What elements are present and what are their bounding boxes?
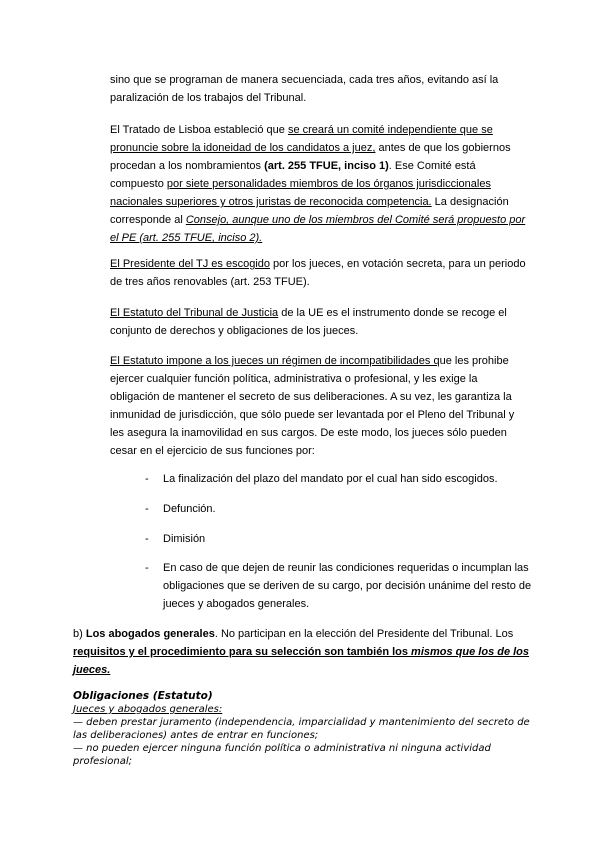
bold-text: Los abogados generales [85,628,215,640]
underlined-text: El Presidente del TJ es escogido [110,258,270,270]
underlined-italic-text: Consejo, aunque uno de los miembros del Comité será propuesto por el PE (art. 255 TFUE, inciso 2). [110,214,526,244]
bullet-marker: - [145,562,149,574]
section-title: Obligaciones (Estatuto) [73,690,213,702]
text-run: . No participan en la elección del Presidente del Tribunal. Los [214,628,514,640]
paragraph-incompatibilities [110,352,530,460]
paragraph-president [110,255,530,291]
underlined-text: se creará un comité independiente que se pronuncie sobre la idoneidad de los candidatos a juez, [110,124,493,154]
obligation-line: — deben prestar juramento (independencia, imparcialidad y mantenimiento del secreto de las deliberaciones) antes de entrar en funciones; [73,717,530,741]
paragraph-continuation [110,71,530,107]
bold-underlined-italic-text: mismos que los de los jueces. [73,646,530,676]
paragraph-statute [110,304,530,340]
list-item: Defunción. [163,503,216,515]
text-run: . Ese Comité está compuesto [110,160,476,190]
bold-text: (art. 255 TFUE, inciso 1) [264,160,389,172]
paragraph-lisbon-treaty [110,121,530,247]
bold-underlined-text: requisitos y el procedimiento para su selección son también los [73,646,412,658]
list-item: Dimisión [163,533,206,545]
list-item: En caso de que dejen de reunir las condiciones requeridas o incumplan las obligaciones que se deriven de su cargo, por decisión unánime del resto de jueces y abogados generales. [163,562,532,610]
list-item: La finalización del plazo del mandato por el cual han sido escogidos. [163,473,498,485]
obligations-section [73,690,543,768]
text-run: b) [73,628,86,640]
text-run: ue les prohibe ejercer cualquier función política, administrativa o profesional, y les exige la obligación de mantener el secreto de sus deliberaciones. A su vez, les garantiza la inmunidad de jurisdicción, que sólo puede ser levantada por el Pleno del Tribunal y les asegura la inamovilidad en sus cargos. De este modo, los jueces sólo pueden cesar en el ejercicio de sus funciones por: [110,355,515,457]
paragraph-text: sino que se programan de manera secuenciada, cada tres años, evitando así la paralización de los trabajos del Tribunal. [110,74,499,104]
text-run: El Tratado de Lisboa estableció que [110,124,288,136]
text-run: La designación corresponde al [110,196,509,226]
text-run: por los jueces, en votación secreta, para un periodo de tres años renovables (art. 253 TFUE). [110,258,526,288]
section-subtitle: Jueces y abogados generales: [73,704,223,715]
underlined-text: El Estatuto impone a los jueces un régimen de incompatibilidades q [110,355,440,367]
bullet-marker: - [145,533,149,545]
paragraph-advocates-general [73,625,533,679]
underlined-text: por siete personalidades miembros de los órganos jurisdiccionales nacionales superiores y otros juristas de reconocida competencia. [110,178,491,208]
bullet-marker: - [145,473,149,485]
text-run: antes de que los gobiernos procedan a los nombramientos [110,142,511,172]
text-run: de la UE es el instrumento donde se recoge el conjunto de derechos y obligaciones de los jueces. [110,307,507,337]
obligation-line: — no pueden ejercer ninguna función política o administrativa ni ninguna actividad profesional; [73,743,491,767]
bullet-marker: - [145,503,149,515]
underlined-text: El Estatuto del Tribunal de Justicia [110,307,279,319]
